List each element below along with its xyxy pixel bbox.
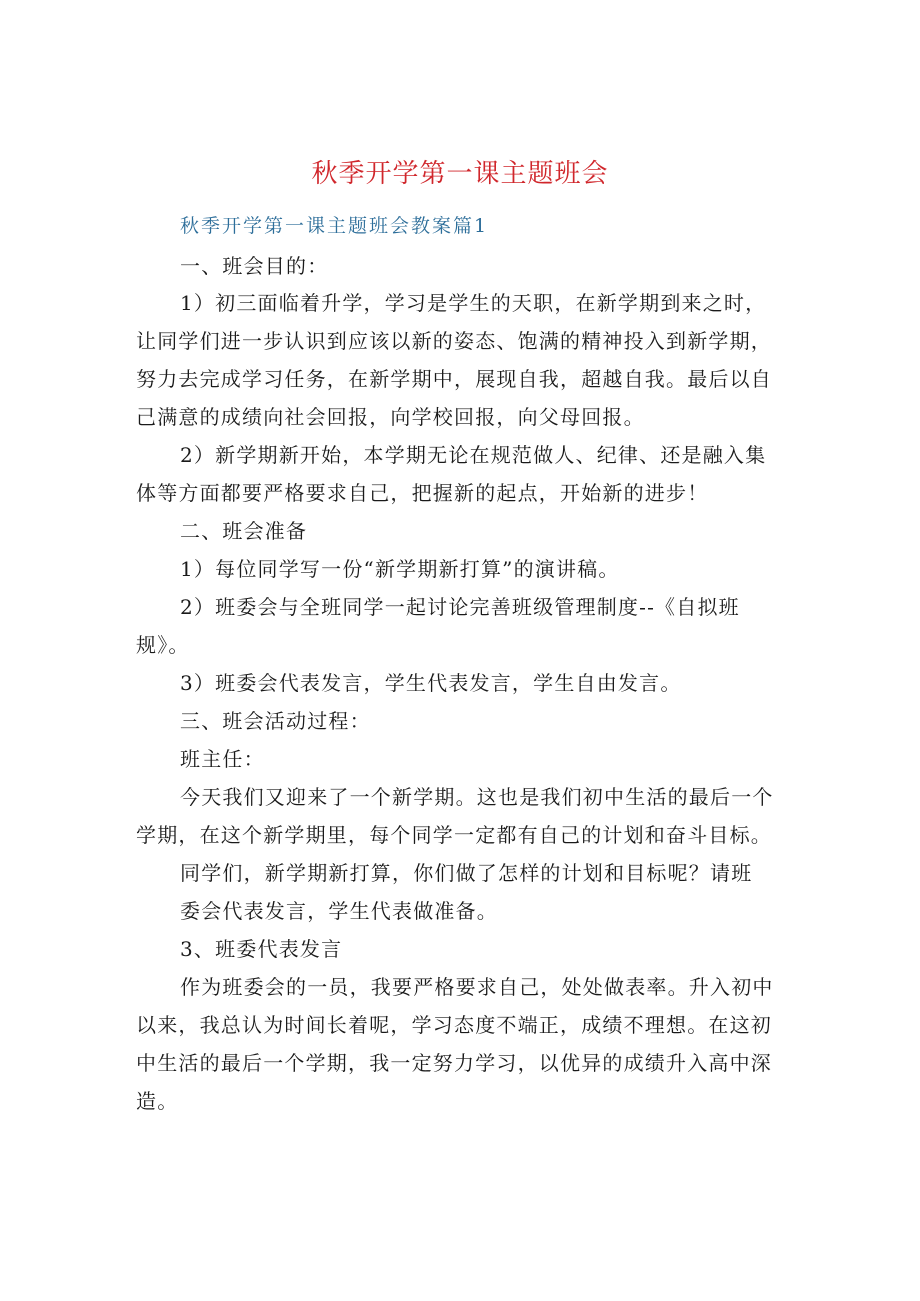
section-heading-goals: 一、班会目的：	[180, 254, 329, 278]
paragraph-line: 1）每位同学写一份“新学期新打算”的演讲稿。	[180, 557, 620, 581]
paragraph-line: 同学们，新学期新打算，你们做了怎样的计划和目标呢？请班	[180, 861, 753, 885]
paragraph-line: 今天我们又迎来了一个新学期。这也是我们初中生活的最后一个	[180, 785, 774, 809]
paragraph-line: 委会代表发言，学生代表做准备。	[180, 899, 498, 923]
paragraph-line: 3）班委会代表发言，学生代表发言，学生自由发言。	[180, 671, 682, 695]
paragraph-line: 己满意的成绩向社会回报，向学校回报，向父母回报。	[136, 405, 645, 429]
paragraph-line: 2）班委会与全班同学一起讨论完善班级管理制度--《自拟班	[180, 595, 740, 619]
paragraph-line: 1）初三面临着升学，学习是学生的天职，在新学期到来之时，	[180, 291, 767, 315]
paragraph-line: 规》。	[136, 633, 190, 657]
paragraph-line: 2）新学期新开始，本学期无论在规范做人、纪律、还是融入集	[180, 443, 767, 467]
speaker-label: 班主任：	[180, 747, 265, 771]
document-subtitle: 秋季开学第一课主题班会教案篇1	[180, 215, 489, 237]
section-heading-speech: 3、班委代表发言	[180, 937, 343, 961]
paragraph-line: 让同学们进一步认识到应该以新的姿态、饱满的精神投入到新学期，	[136, 329, 772, 353]
paragraph-line: 体等方面都要严格要求自己，把握新的起点，开始新的进步！	[136, 481, 709, 505]
paragraph-line: 造。	[136, 1089, 179, 1113]
section-heading-preparation: 二、班会准备	[180, 519, 308, 543]
document-title: 秋季开学第一课主题班会	[311, 159, 609, 189]
paragraph-line: 以来，我总认为时间长着呢，学习态度不端正，成绩不理想。在这初	[136, 1013, 772, 1037]
paragraph-line: 学期，在这个新学期里，每个同学一定都有自己的计划和奋斗目标。	[136, 823, 772, 847]
paragraph-line: 作为班委会的一员，我要严格要求自己，处处做表率。升入初中	[180, 975, 774, 999]
paragraph-line: 努力去完成学习任务，在新学期中，展现自我，超越自我。最后以自	[136, 367, 772, 391]
section-heading-process: 三、班会活动过程：	[180, 709, 371, 733]
paragraph-line: 中生活的最后一个学期，我一定努力学习，以优异的成绩升入高中深	[136, 1051, 772, 1075]
